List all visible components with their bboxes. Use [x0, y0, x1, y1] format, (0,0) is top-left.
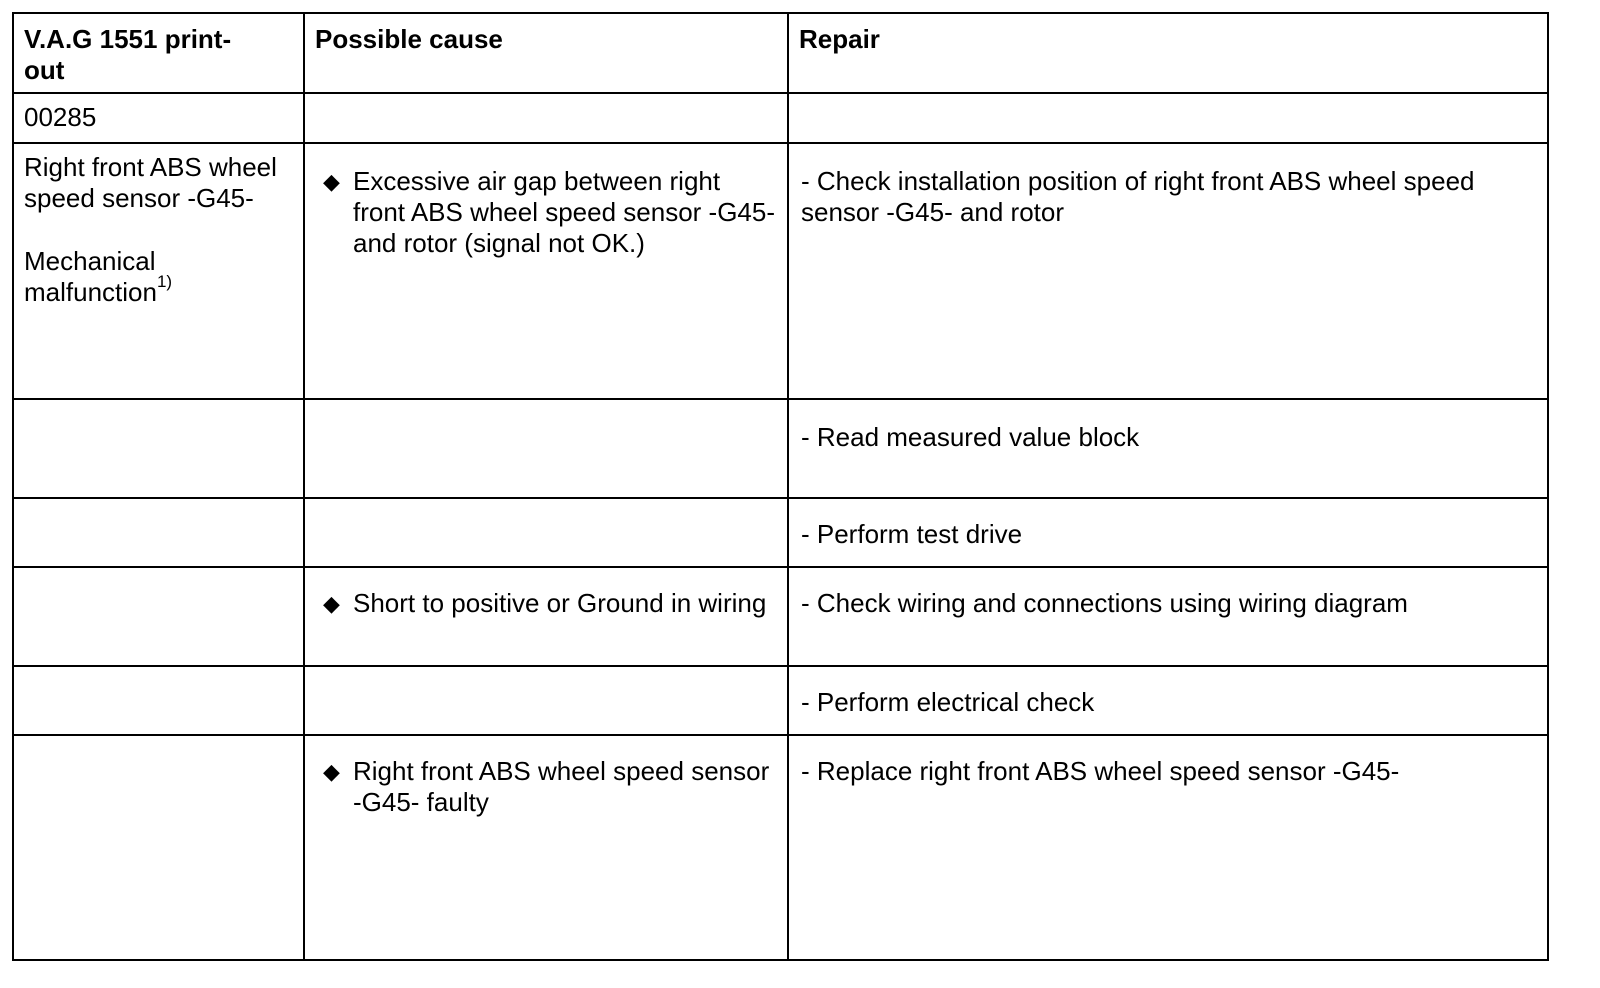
fault-code: 00285 [24, 102, 97, 132]
possible-cause-text: Short to positive or Ground in wiring [353, 588, 767, 618]
repair-cell [788, 567, 1548, 666]
table-row [13, 735, 1548, 960]
footnote-marker: 1) [156, 272, 173, 292]
repair-cell [788, 399, 1548, 498]
fault-code-row [13, 93, 1548, 143]
empty-cell [304, 93, 788, 143]
empty-cell [13, 666, 304, 735]
repair-cell [788, 143, 1548, 399]
repair-text: - Perform test drive [801, 519, 1023, 549]
repair-text: - Perform electrical check [801, 687, 1095, 717]
header-possible-cause: Possible cause [304, 13, 788, 93]
table-row [13, 498, 1548, 567]
diamond-bullet-icon: ◆ [323, 759, 340, 784]
possible-cause-text: Excessive air gap between right front ABS wheel speed sensor -G45- and rotor (signal not OK.) [353, 166, 776, 258]
possible-cause-cell [304, 567, 788, 666]
repair-text: - Check wiring and connections using wiring diagram [801, 588, 1408, 618]
repair-text: - Check installation position of right front ABS wheel speed sensor -G45- and rotor [801, 166, 1475, 227]
fault-component: Right front ABS wheel speed sensor -G45- [24, 152, 277, 213]
repair-cell [788, 498, 1548, 567]
repair-cell [788, 735, 1548, 960]
empty-cell [304, 399, 788, 498]
header-repair: Repair [788, 13, 1548, 93]
repair-text: - Read measured value block [801, 422, 1140, 452]
empty-cell [304, 666, 788, 735]
fault-type: Mechanical malfunction$^{1)}$ [24, 246, 173, 307]
empty-cell [13, 567, 304, 666]
diamond-bullet-icon: ◆ [323, 591, 340, 616]
repair-cell [788, 666, 1548, 735]
table-row [13, 567, 1548, 666]
table-row [13, 143, 1548, 399]
header-printout: V.A.G 1551 print-out [13, 13, 304, 93]
empty-cell [13, 498, 304, 567]
empty-cell [304, 498, 788, 567]
repair-text: - Replace right front ABS wheel speed sensor -G45- [801, 756, 1400, 786]
possible-cause-cell [304, 735, 788, 960]
table-row [13, 399, 1548, 498]
fault-description-cell [13, 143, 304, 399]
diagnosis-table [12, 12, 1549, 961]
empty-cell [13, 735, 304, 960]
empty-cell [788, 93, 1548, 143]
table-row [13, 666, 1548, 735]
fault-code-cell [13, 93, 304, 143]
possible-cause-text: Right front ABS wheel speed sensor -G45- faulty [353, 756, 770, 817]
diamond-bullet-icon: ◆ [323, 169, 340, 194]
possible-cause-cell [304, 143, 788, 399]
header-row [13, 13, 1548, 93]
empty-cell [13, 399, 304, 498]
